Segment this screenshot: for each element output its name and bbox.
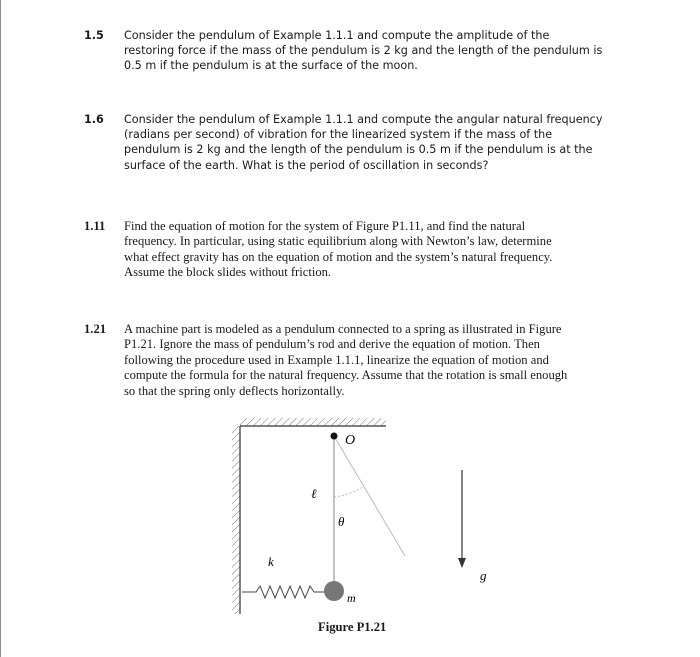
problem-text: Consider the pendulum of Example 1.1.1 and compute the amplitude of the restoring force if the mass of the pendulum is 2 kg and the length of the pendulum is 0.5 m if the pendulum is at the surface of the moon. (124, 29, 603, 73)
angle-arc (334, 487, 363, 497)
figure-caption: Figure P1.21 (318, 620, 387, 634)
problem-text: Consider the pendulum of Example 1.1.1 and compute the angular natural frequency (radians per second) of vibration for the linearized system if the mass of the pendulum is 2 kg and the length of the pendulum is 0.5 m if the pendulum is at the surface of the earth. What is the period of oscillation in seconds? (124, 113, 603, 172)
problem-number: 1.5 (84, 29, 104, 42)
ceiling (240, 418, 386, 426)
angle-label: θ (338, 514, 345, 529)
problem-text: A machine part is modeled as a pendulum connected to a spring as illustrated in Figure P1.21. Ignore the mass of pendulum’s rod and derive the equation of motion. Then following the procedure used in Example 1.1.1, linearize the equation of motion and compute the formula for the natural frequency. Assume that the rotation is small enough so that the spring only deflects horizontally. (124, 322, 568, 398)
problem-number: 1.6 (84, 113, 104, 126)
gravity-arrow (458, 470, 466, 568)
spring-label: k (268, 554, 274, 569)
length-label: ℓ (311, 486, 317, 501)
spring (242, 586, 325, 598)
deflected-rod (334, 436, 405, 556)
wall (232, 426, 240, 614)
pivot-point (331, 433, 338, 440)
pivot-label: O (345, 433, 356, 448)
problem-number: 1.21 (84, 322, 107, 336)
pendulum-mass (324, 581, 344, 601)
problem-text: Find the equation of motion for the system of Figure P1.11, and find the natural frequency. In particular, using static equilibrium along with Newton’s law, determine what effect gravity has on the equation of motion and the system’s natural frequency. Assume the block slides without friction. (124, 219, 553, 280)
gravity-label: g (480, 568, 487, 583)
problem-number: 1.11 (84, 219, 106, 233)
mass-label: m (347, 591, 356, 605)
